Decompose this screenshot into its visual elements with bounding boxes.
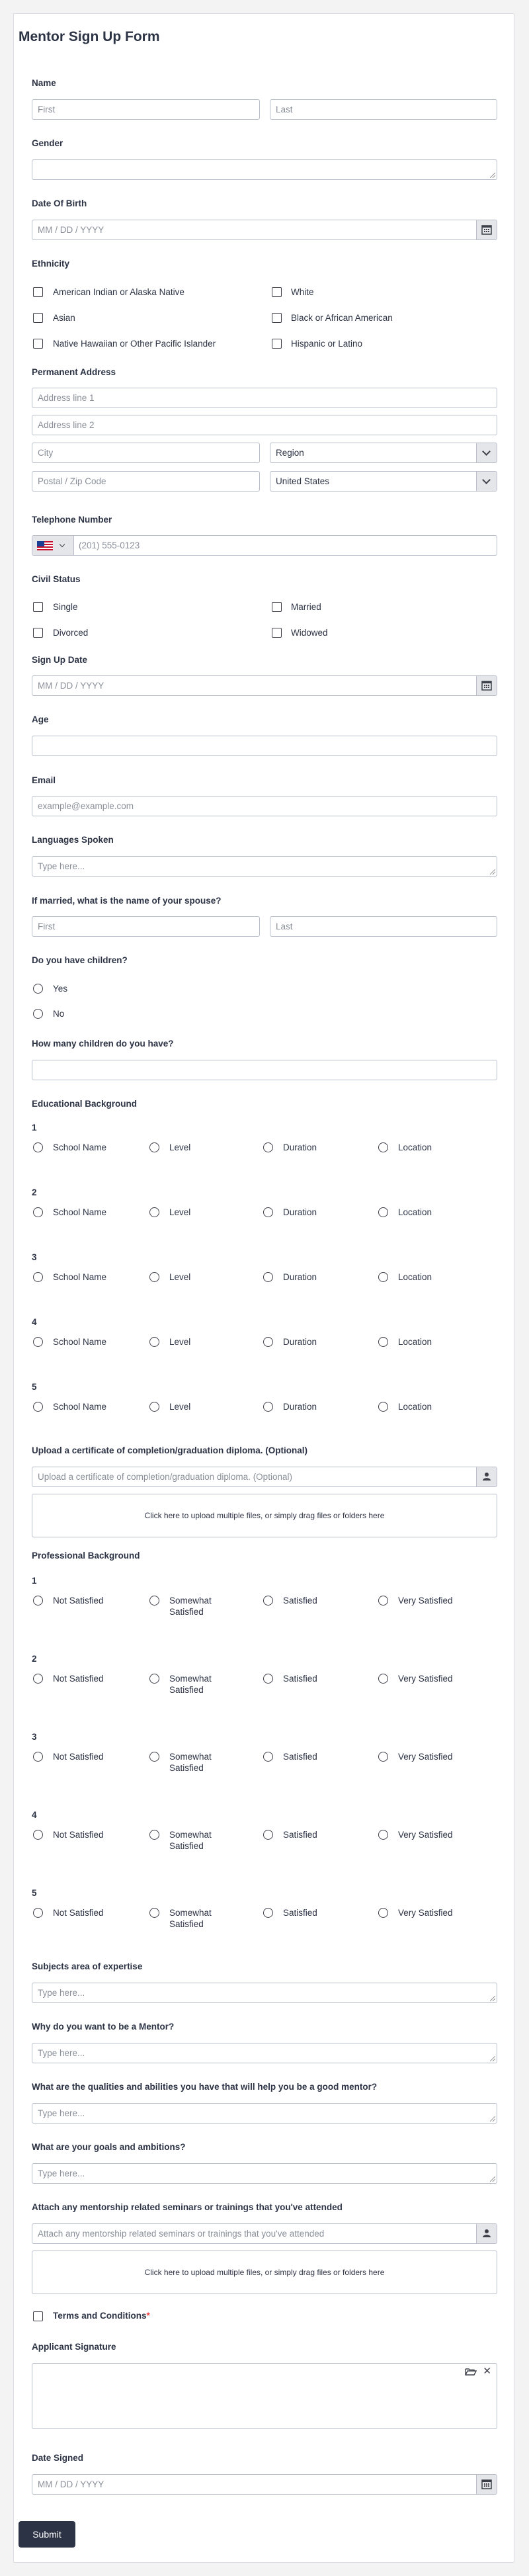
- children-count-input[interactable]: [32, 1060, 497, 1080]
- education-column-label: School Name: [53, 1142, 107, 1152]
- spouse-last-input[interactable]: Last: [270, 916, 497, 937]
- children-radio-yes[interactable]: [33, 984, 43, 994]
- education-row-4-radio-3[interactable]: [378, 1337, 388, 1347]
- education-row-3-radio-3[interactable]: [378, 1272, 388, 1282]
- professional-column-label: Somewhat Satisfied: [169, 1830, 212, 1851]
- calendar-icon[interactable]: [476, 2475, 497, 2494]
- professional-column-label: Very Satisfied: [398, 1752, 453, 1762]
- phone-placeholder: (201) 555-0123: [79, 540, 140, 550]
- address-line1-input[interactable]: Address line 1: [32, 388, 497, 408]
- professional-row-3-radio-0[interactable]: [33, 1752, 43, 1762]
- professional-row-2-radio-2[interactable]: [263, 1674, 273, 1684]
- civil-option-3: Widowed: [291, 628, 328, 638]
- education-column-label: Duration: [283, 1142, 317, 1152]
- education-label: Educational Background: [32, 1099, 138, 1109]
- civil-checkbox-3[interactable]: [272, 628, 282, 638]
- chevron-down-icon: [60, 542, 65, 547]
- professional-column-label: Somewhat Satisfied: [169, 1674, 212, 1695]
- education-row-3-radio-2[interactable]: [263, 1272, 273, 1282]
- education-row-4-radio-1[interactable]: [149, 1337, 159, 1347]
- children-radio-no[interactable]: [33, 1009, 43, 1019]
- signup-date-input[interactable]: [32, 675, 497, 696]
- education-column-label: Duration: [283, 1337, 317, 1347]
- education-column-label: School Name: [53, 1272, 107, 1282]
- professional-row-3-radio-1[interactable]: [149, 1752, 159, 1762]
- ethnicity-option-2: Asian: [53, 313, 75, 323]
- signature-pad[interactable]: [32, 2363, 497, 2429]
- last-name-input[interactable]: Last: [270, 99, 497, 120]
- education-column-label: School Name: [53, 1337, 107, 1347]
- education-row-number: 2: [32, 1187, 37, 1197]
- seminars-dropzone[interactable]: Click here to upload multiple files, or simply drag files or folders here: [32, 2251, 497, 2294]
- professional-row-1-radio-1[interactable]: [149, 1596, 159, 1606]
- certificate-upload-input[interactable]: [32, 1467, 497, 1487]
- professional-column-label: Somewhat Satisfied: [169, 1908, 212, 1929]
- education-column-label: Level: [169, 1207, 191, 1217]
- spouse-first-input[interactable]: First: [32, 916, 260, 937]
- address-label: Permanent Address: [32, 367, 116, 377]
- education-column-label: Level: [169, 1402, 191, 1412]
- calendar-icon[interactable]: [476, 676, 497, 695]
- professional-row-number: 5: [32, 1888, 37, 1898]
- education-row-number: 4: [32, 1317, 37, 1327]
- ethnicity-option-5: Hispanic or Latino: [291, 339, 363, 349]
- children-label: Do you have children?: [32, 955, 128, 965]
- email-input[interactable]: example@example.com: [32, 796, 497, 816]
- qualities-textarea[interactable]: Type here...: [32, 2103, 497, 2124]
- calendar-icon[interactable]: [476, 220, 497, 239]
- professional-column-label: Very Satisfied: [398, 1908, 453, 1918]
- professional-column-label: Very Satisfied: [398, 1674, 453, 1684]
- age-label: Age: [32, 714, 49, 724]
- upload-icon[interactable]: [476, 1467, 497, 1486]
- professional-row-5-radio-0[interactable]: [33, 1908, 43, 1918]
- ethnicity-option-1: White: [291, 287, 314, 297]
- professional-row-3-radio-3[interactable]: [378, 1752, 388, 1762]
- children-count-label: How many children do you have?: [32, 1039, 174, 1049]
- civil-option-1: Married: [291, 602, 321, 612]
- subjects-label: Subjects area of expertise: [32, 1961, 143, 1971]
- education-row-1-radio-0[interactable]: [33, 1142, 43, 1152]
- civil-checkbox-0[interactable]: [33, 602, 43, 612]
- gender-label: Gender: [32, 138, 63, 148]
- professional-row-3-radio-2[interactable]: [263, 1752, 273, 1762]
- education-row-number: 5: [32, 1382, 37, 1392]
- ethnicity-checkbox-4[interactable]: [33, 339, 43, 349]
- education-column-label: Location: [398, 1402, 432, 1412]
- professional-row-2-radio-3[interactable]: [378, 1674, 388, 1684]
- education-column-label: Location: [398, 1207, 432, 1217]
- civil-option-0: Single: [53, 602, 78, 612]
- country-code-selector[interactable]: [32, 536, 74, 555]
- professional-column-label: Satisfied: [283, 1830, 317, 1840]
- education-row-4-radio-2[interactable]: [263, 1337, 273, 1347]
- professional-column-label: Satisfied: [283, 1596, 317, 1606]
- address-line2-input[interactable]: Address line 2: [32, 415, 497, 435]
- ethnicity-label: Ethnicity: [32, 259, 70, 269]
- professional-column-label: Not Satisfied: [53, 1674, 104, 1684]
- professional-column-label: Not Satisfied: [53, 1752, 104, 1762]
- education-row-4-radio-0[interactable]: [33, 1337, 43, 1347]
- civil-option-2: Divorced: [53, 628, 89, 638]
- education-column-label: Duration: [283, 1207, 317, 1217]
- professional-row-1-radio-3[interactable]: [378, 1596, 388, 1606]
- form-title: Mentor Sign Up Form: [19, 29, 160, 44]
- first-name-input[interactable]: First: [32, 99, 260, 120]
- professional-row-4-radio-0[interactable]: [33, 1830, 43, 1840]
- children-option-no: No: [53, 1009, 65, 1019]
- date-signed-placeholder: MM / DD / YYYY: [38, 2479, 104, 2489]
- professional-row-4-radio-2[interactable]: [263, 1830, 273, 1840]
- education-row-number: 1: [32, 1123, 37, 1133]
- required-mark: *: [146, 2311, 150, 2321]
- spouse-label: If married, what is the name of your spouse?: [32, 896, 222, 906]
- civil-status-label: Civil Status: [32, 574, 81, 584]
- terms-checkbox[interactable]: [33, 2311, 43, 2321]
- goals-label: What are your goals and ambitions?: [32, 2142, 186, 2152]
- education-row-5-radio-0[interactable]: [33, 1402, 43, 1412]
- professional-column-label: Not Satisfied: [53, 1908, 104, 1918]
- certificate-placeholder: Upload a certificate of completion/graduation diploma. (Optional): [38, 1472, 292, 1482]
- dob-label: Date Of Birth: [32, 198, 87, 208]
- phone-input[interactable]: [32, 535, 497, 556]
- professional-row-4-radio-1[interactable]: [149, 1830, 159, 1840]
- close-icon[interactable]: ✕: [483, 2366, 491, 2377]
- ethnicity-checkbox-1[interactable]: [272, 287, 282, 297]
- region-value: Region: [276, 448, 304, 458]
- signup-date-placeholder: MM / DD / YYYY: [38, 681, 104, 691]
- professional-row-5-radio-2[interactable]: [263, 1908, 273, 1918]
- professional-row-1-radio-0[interactable]: [33, 1596, 43, 1606]
- signature-label: Applicant Signature: [32, 2342, 116, 2352]
- professional-column-label: Satisfied: [283, 1908, 317, 1918]
- city-input[interactable]: City: [32, 443, 260, 463]
- professional-column-label: Somewhat Satisfied: [169, 1752, 212, 1773]
- seminars-placeholder: Attach any mentorship related seminars or trainings that you've attended: [38, 2229, 325, 2239]
- age-input[interactable]: [32, 736, 497, 756]
- education-column-label: Location: [398, 1337, 432, 1347]
- why-mentor-textarea[interactable]: Type here...: [32, 2043, 497, 2063]
- education-row-3-radio-0[interactable]: [33, 1272, 43, 1282]
- seminars-upload-input[interactable]: [32, 2223, 497, 2244]
- education-column-label: School Name: [53, 1402, 107, 1412]
- ethnicity-option-4: Native Hawaiian or Other Pacific Islander: [53, 339, 216, 349]
- why-mentor-label: Why do you want to be a Mentor?: [32, 2022, 175, 2032]
- folder-open-icon[interactable]: [465, 2367, 477, 2376]
- professional-row-number: 1: [32, 1576, 37, 1586]
- education-column-label: Duration: [283, 1402, 317, 1412]
- education-column-label: Location: [398, 1272, 432, 1282]
- professional-row-2-radio-0[interactable]: [33, 1674, 43, 1684]
- ethnicity-checkbox-0[interactable]: [33, 287, 43, 297]
- professional-row-2-radio-1[interactable]: [149, 1674, 159, 1684]
- phone-label: Telephone Number: [32, 515, 112, 525]
- education-column-label: Level: [169, 1337, 191, 1347]
- dob-input[interactable]: [32, 220, 497, 240]
- education-column-label: Location: [398, 1142, 432, 1152]
- signup-date-label: Sign Up Date: [32, 655, 88, 665]
- name-label: Name: [32, 78, 56, 88]
- professional-row-number: 3: [32, 1732, 37, 1742]
- education-row-2-radio-3[interactable]: [378, 1207, 388, 1217]
- professional-label: Professional Background: [32, 1551, 140, 1561]
- goals-textarea[interactable]: Type here...: [32, 2163, 497, 2184]
- civil-checkbox-1[interactable]: [272, 602, 282, 612]
- education-row-5-radio-1[interactable]: [149, 1402, 159, 1412]
- children-option-yes: Yes: [53, 984, 68, 994]
- professional-row-number: 2: [32, 1654, 37, 1664]
- ethnicity-checkbox-3[interactable]: [272, 313, 282, 323]
- postal-input[interactable]: Postal / Zip Code: [32, 471, 260, 492]
- professional-row-5-radio-3[interactable]: [378, 1908, 388, 1918]
- education-row-2-radio-2[interactable]: [263, 1207, 273, 1217]
- education-column-label: School Name: [53, 1207, 107, 1217]
- date-signed-input[interactable]: [32, 2474, 497, 2495]
- professional-column-label: Not Satisfied: [53, 1830, 104, 1840]
- education-row-1-radio-1[interactable]: [149, 1142, 159, 1152]
- certificate-label: Upload a certificate of completion/graduation diploma. (Optional): [32, 1445, 308, 1455]
- education-row-5-radio-2[interactable]: [263, 1402, 273, 1412]
- dob-placeholder: MM / DD / YYYY: [38, 225, 104, 235]
- education-row-number: 3: [32, 1252, 37, 1262]
- professional-column-label: Satisfied: [283, 1674, 317, 1684]
- submit-button[interactable]: Submit: [19, 2521, 75, 2548]
- ethnicity-checkbox-2[interactable]: [33, 313, 43, 323]
- professional-row-4-radio-3[interactable]: [378, 1830, 388, 1840]
- certificate-dropzone[interactable]: Click here to upload multiple files, or simply drag files or folders here: [32, 1494, 497, 1537]
- professional-row-number: 4: [32, 1810, 37, 1820]
- education-column-label: Duration: [283, 1272, 317, 1282]
- education-row-3-radio-1[interactable]: [149, 1272, 159, 1282]
- country-value: United States: [276, 476, 330, 486]
- professional-column-label: Somewhat Satisfied: [169, 1596, 212, 1617]
- professional-column-label: Satisfied: [283, 1752, 317, 1762]
- us-flag-icon: [37, 541, 53, 550]
- education-column-label: Level: [169, 1272, 191, 1282]
- region-select[interactable]: [270, 443, 497, 463]
- upload-icon[interactable]: [476, 2224, 497, 2243]
- civil-checkbox-2[interactable]: [33, 628, 43, 638]
- professional-column-label: Very Satisfied: [398, 1596, 453, 1606]
- professional-column-label: Not Satisfied: [53, 1596, 104, 1606]
- education-row-1-radio-3[interactable]: [378, 1142, 388, 1152]
- date-signed-label: Date Signed: [32, 2453, 84, 2463]
- seminars-label: Attach any mentorship related seminars or trainings that you've attended: [32, 2202, 343, 2212]
- chevron-down-icon: [476, 472, 497, 491]
- education-row-2-radio-0[interactable]: [33, 1207, 43, 1217]
- terms-label: Terms and Conditions*: [53, 2311, 150, 2321]
- education-row-1-radio-2[interactable]: [263, 1142, 273, 1152]
- languages-label: Languages Spoken: [32, 835, 114, 845]
- education-row-2-radio-1[interactable]: [149, 1207, 159, 1217]
- professional-column-label: Very Satisfied: [398, 1830, 453, 1840]
- ethnicity-option-3: Black or African American: [291, 313, 393, 323]
- subjects-textarea[interactable]: Type here...: [32, 1983, 497, 2003]
- ethnicity-option-0: American Indian or Alaska Native: [53, 287, 184, 297]
- chevron-down-icon: [476, 443, 497, 462]
- professional-row-5-radio-1[interactable]: [149, 1908, 159, 1918]
- country-select[interactable]: [270, 471, 497, 492]
- qualities-label: What are the qualities and abilities you have that will help you be a good mentor?: [32, 2082, 378, 2092]
- professional-row-1-radio-2[interactable]: [263, 1596, 273, 1606]
- education-row-5-radio-3[interactable]: [378, 1402, 388, 1412]
- education-column-label: Level: [169, 1142, 191, 1152]
- gender-input[interactable]: [32, 159, 497, 180]
- email-label: Email: [32, 775, 56, 785]
- languages-textarea[interactable]: Type here...: [32, 856, 497, 877]
- ethnicity-checkbox-5[interactable]: [272, 339, 282, 349]
